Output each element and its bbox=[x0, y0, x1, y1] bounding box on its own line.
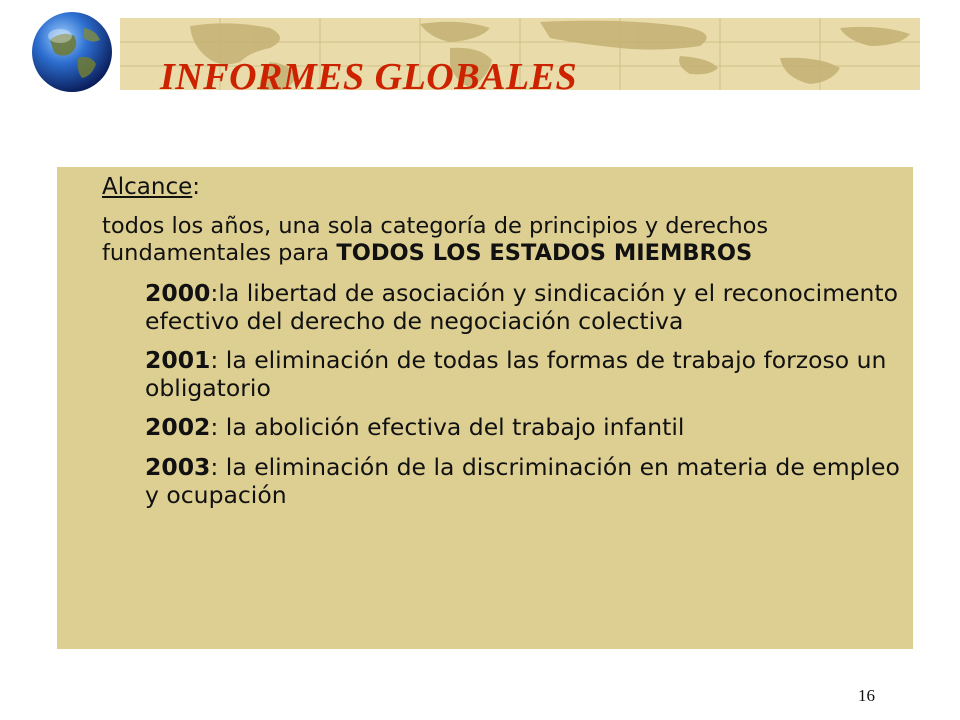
globe-icon bbox=[30, 10, 114, 94]
year-text: la eliminación de la discriminación en materia de empleo y ocupación bbox=[145, 452, 900, 509]
intro-text: todos los años, una sola categoría de principios y derechos fundamentales para bbox=[102, 212, 769, 266]
year-text: la libertad de asociación y sindicación y el reconocimento efectivo del derecho de negociación colectiva bbox=[145, 278, 899, 335]
year-separator: : bbox=[210, 345, 226, 374]
scope-heading bbox=[102, 174, 902, 202]
year-separator: : bbox=[210, 278, 219, 307]
year-separator: : bbox=[210, 452, 226, 481]
intro-emphasis: TODOS LOS ESTADOS MIEMBROS bbox=[336, 239, 753, 266]
intro-paragraph bbox=[102, 213, 902, 267]
content-text bbox=[102, 174, 902, 520]
scope-label: Alcance bbox=[102, 174, 193, 200]
year-text: la abolición efectiva del trabajo infantil bbox=[225, 413, 685, 442]
year-item-2003 bbox=[102, 453, 902, 509]
year-label: 2001 bbox=[145, 345, 211, 374]
year-label: 2000 bbox=[145, 278, 211, 307]
year-item-2001 bbox=[102, 346, 902, 402]
year-label: 2003 bbox=[145, 452, 211, 481]
year-item-2002 bbox=[102, 413, 902, 441]
year-label: 2002 bbox=[145, 413, 211, 442]
year-separator: : bbox=[210, 413, 226, 442]
year-text: la eliminación de todas las formas de trabajo forzoso un obligatorio bbox=[145, 345, 887, 403]
page-number: 16 bbox=[858, 686, 875, 705]
year-item-2000 bbox=[102, 279, 902, 335]
slide-title: INFORMES GLOBALES bbox=[160, 56, 578, 98]
scope-colon: : bbox=[192, 174, 200, 200]
